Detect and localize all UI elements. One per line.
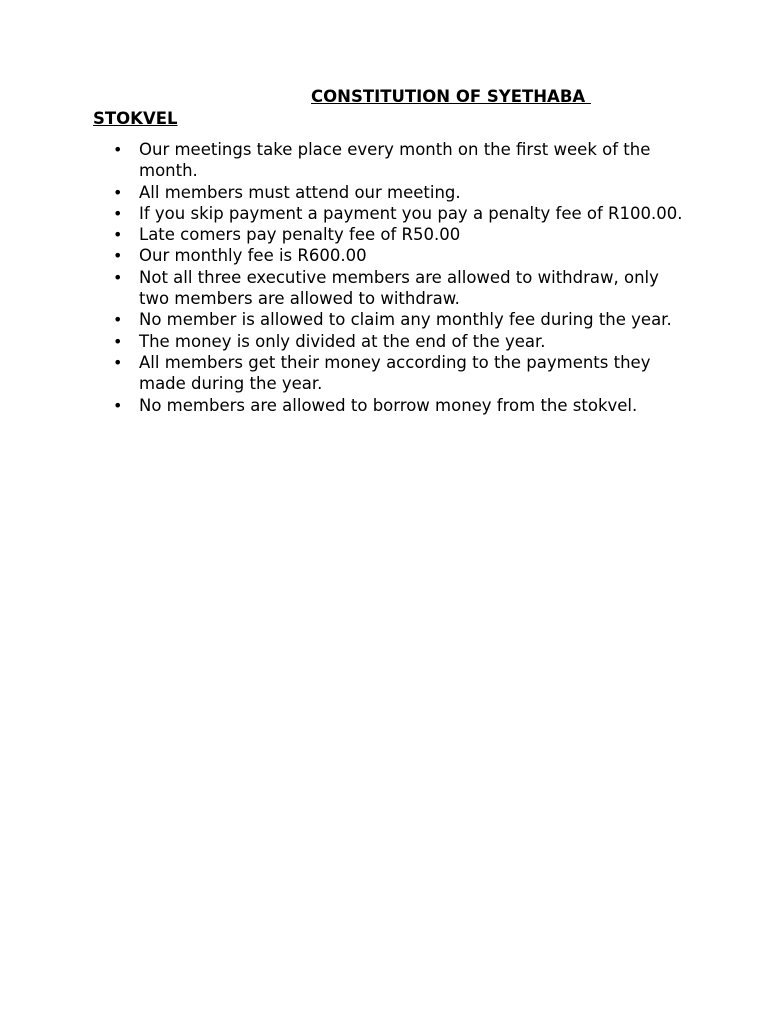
rule-text: Our monthly fee is R600.00 <box>139 246 367 266</box>
rule-text: No member is allowed to claim any monthly fee during the year. <box>139 310 672 330</box>
rule-item <box>92 182 692 203</box>
rule-text: The money is only divided at the end of the year. <box>139 331 546 351</box>
bullet-icon: • <box>113 395 123 415</box>
rule-text: All members get their money according to the payments they made during the year. <box>139 352 651 394</box>
rule-item <box>92 352 692 395</box>
rule-item <box>92 331 692 352</box>
bullet-icon: • <box>113 182 123 202</box>
rule-text: Not all three executive members are allowed to withdraw, only two members are allowed to withdraw. <box>139 267 659 309</box>
rule-item <box>92 395 692 416</box>
rule-text: If you skip payment a payment you pay a penalty fee of R100.00. <box>139 203 683 223</box>
bullet-icon: • <box>113 225 123 245</box>
rule-text: Our meetings take place every month on the first week of the month. <box>139 140 651 181</box>
rule-item <box>92 224 692 245</box>
document-title-continued: STOKVEL <box>93 109 178 128</box>
rule-text: All members must attend our meeting. <box>139 182 461 202</box>
bullet-icon: • <box>113 267 123 287</box>
rule-item <box>92 309 692 330</box>
rule-text: No members are allowed to borrow money from the stokvel. <box>139 395 638 415</box>
rule-item <box>92 203 692 224</box>
bullet-icon: • <box>113 140 123 159</box>
rule-item <box>92 267 692 310</box>
bullet-icon: • <box>113 310 123 330</box>
bullet-icon: • <box>113 352 123 372</box>
rule-item <box>92 245 692 266</box>
bullet-icon: • <box>113 203 123 223</box>
rule-item <box>92 139 692 182</box>
bullet-icon: • <box>113 331 123 351</box>
constitution-rules-list <box>92 139 692 416</box>
document-title: CONSTITUTION OF SYETHABA <box>311 87 591 106</box>
bullet-icon: • <box>113 246 123 266</box>
rule-text: Late comers pay penalty fee of R50.00 <box>139 225 461 245</box>
